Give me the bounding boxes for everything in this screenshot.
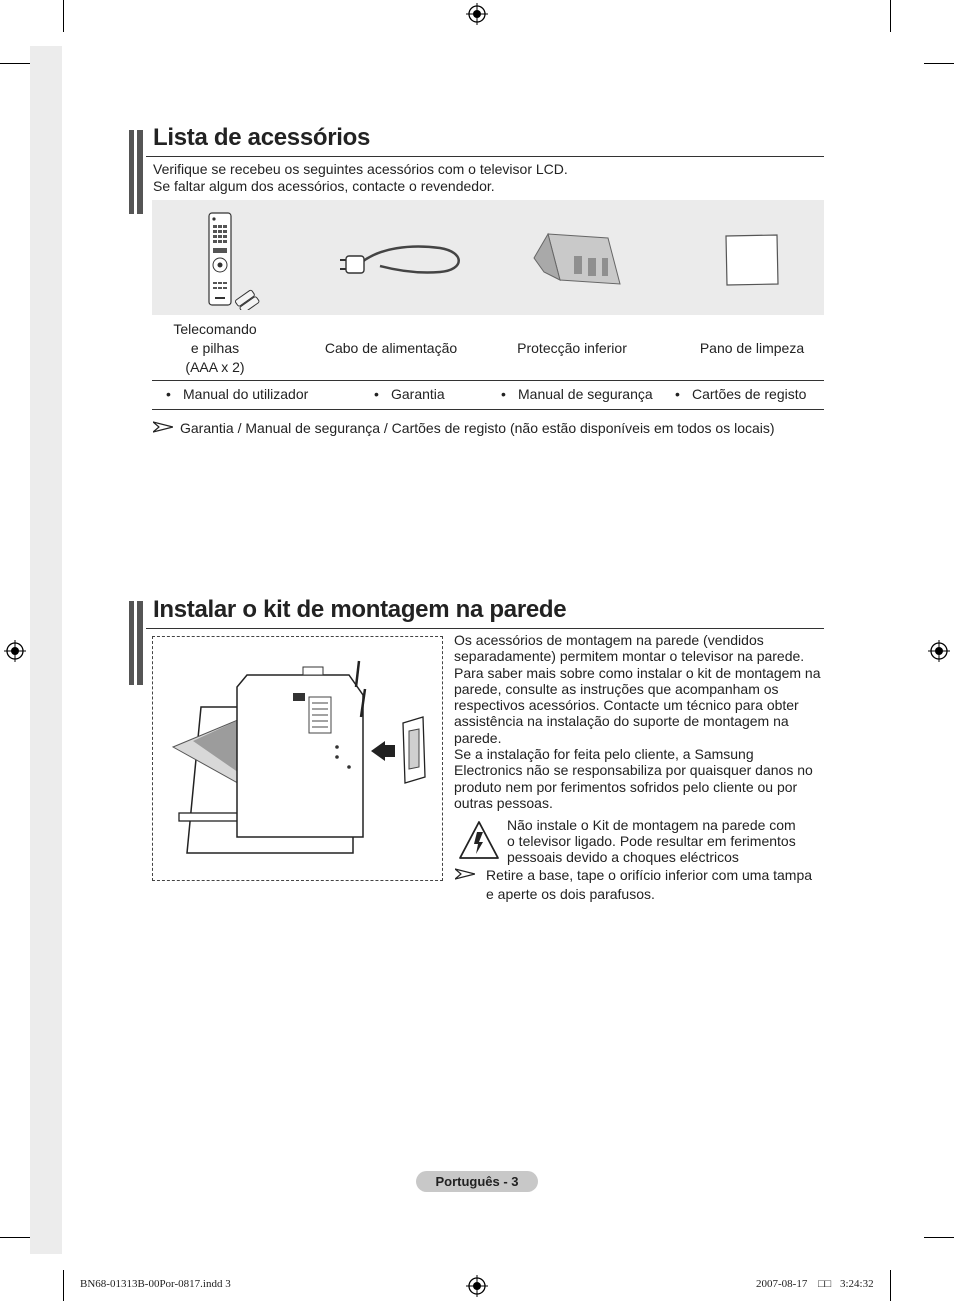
section-title: Instalar o kit de montagem na parede [153,596,567,623]
documents-row [152,380,824,410]
document-bullet: • [374,386,379,402]
crop-mark [0,1237,30,1238]
document-bullet: • [166,386,171,402]
crop-mark [924,1237,954,1238]
document-bullet: • [501,386,506,402]
registration-mark-icon [928,640,950,662]
slug-time: 3:24:32 [840,1278,874,1290]
registration-mark-icon [466,1275,488,1297]
body-paragraph: Para saber mais sobre como instalar o kit de montagem na parede, consulte as instruções que acompanham os respectivos acessórios. Contacte um técnico para obter assistência na instalação do suporte de montagem na parede. [454,664,821,746]
body-paragraph: Se a instalação for feita pelo cliente, a Samsung Electronics não se responsabiliza por quaisquer danos no produto nem por ferimentos sofridos pelo cliente ou por outras pessoas. [454,746,813,811]
crop-mark [63,0,64,32]
document-item: Cartões de registo [692,386,807,402]
document-bullet: • [675,386,680,402]
item-caption-cover: Protecção inferior [517,340,627,356]
slug-date: 2007-08-17 [756,1278,808,1290]
crop-mark [890,0,891,32]
registration-mark-icon [4,640,26,662]
document-item: Garantia [391,386,445,402]
crop-mark [924,63,954,64]
caption-line: Telecomando [173,321,257,337]
section-title: Lista de acessórios [153,124,371,151]
item-caption-remote [160,320,270,377]
note-arrow-icon [153,421,173,433]
shock-warning-text: Não instale o Kit de montagem na parede com o televisor ligado. Pode resultar em ferimentos pessoais devido a choques eléctricos [507,817,796,865]
cleaning-cloth-icon [722,232,782,288]
item-caption-cable: Cabo de alimentação [324,340,458,356]
bottom-cover-icon [530,228,626,292]
intro-line: Se faltar algum dos acessórios, contacte o revendedor. [153,178,495,194]
intro-text [153,161,568,195]
page-number-label: Português - 3 [416,1171,538,1192]
item-caption-cloth: Pano de limpeza [699,340,805,356]
caption-line: (AAA x 2) [185,359,245,375]
note-line: Retire a base, tape o orifício inferior com uma tampa [486,867,813,883]
crop-mark [890,1270,891,1301]
remote-control-icon [202,210,264,310]
accessory-images [152,200,824,315]
crop-mark [63,1270,64,1301]
section-bar [129,601,143,685]
electric-shock-warning-icon [458,820,500,860]
body-paragraph: Os acessórios de montagem na parede (vendidos separadamente) permitem montar o televisor na parede. [454,632,805,665]
intro-line: Verifique se recebeu os seguintes acessórios com o televisor LCD. [153,161,568,177]
install-note [486,866,812,904]
power-cable-icon [340,240,465,290]
tv-back-illustration [153,637,442,880]
document-item: Manual de segurança [518,386,653,402]
note-line: e aperte os dois parafusos. [486,886,655,902]
document-item: Manual do utilizador [183,386,309,402]
wall-mount-illustration [152,636,443,881]
margin-band [30,46,62,1254]
section-bar [129,130,143,214]
wall-mount-body [454,632,824,811]
caption-line: e pilhas [190,340,240,356]
availability-note: Garantia / Manual de segurança / Cartões de registo (não estão disponíveis em todos os locais) [180,420,775,436]
registration-mark-icon [466,3,488,25]
slug-filename: BN68-01313B-00Por-0817.indd 3 [80,1278,231,1290]
title-rule [146,156,824,157]
crop-mark [0,63,30,64]
note-arrow-icon [455,868,475,880]
slug-glyphs: □□ [818,1278,832,1290]
title-rule [146,628,824,629]
